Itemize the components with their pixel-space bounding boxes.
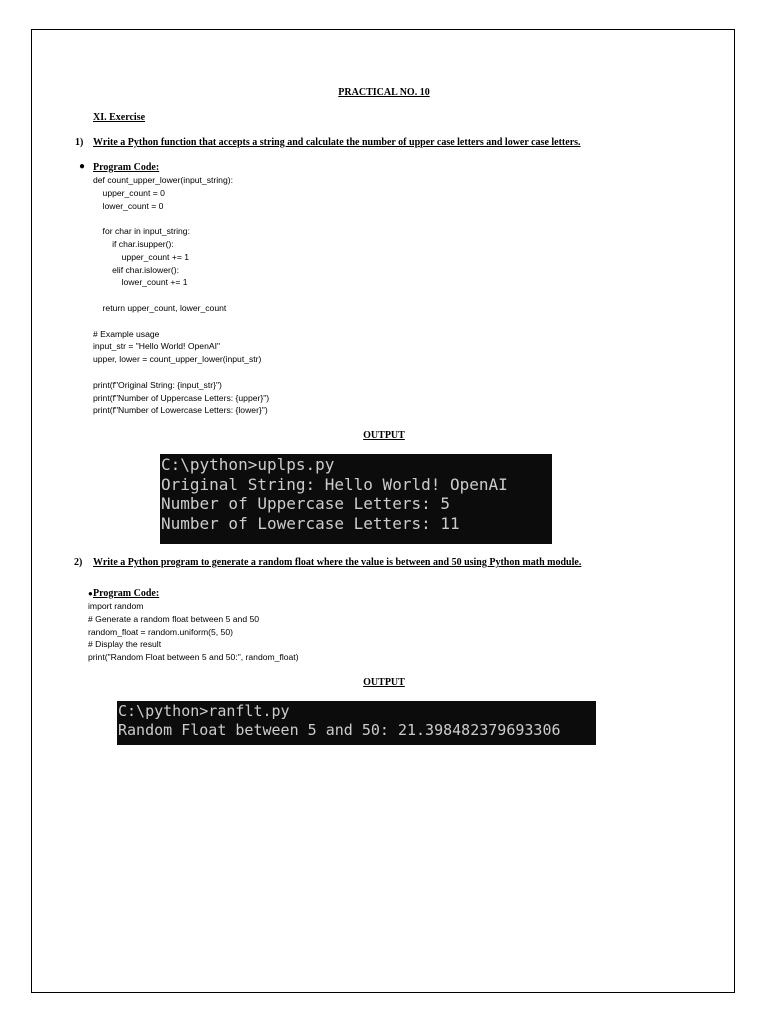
program-code-1: def count_upper_lower(input_string): upper_count = 0 lower_count = 0 for char in input_string: if char.isupper(): upper_count += 1 elif char.islower(): lower_count += 1 return upper_count, lower_count # Example usage input_str = "Hello World! OpenAI" upper, lower = count_upper_lower(input_str) print(f"Original String: {input_str}") print(f"Number of Uppercase Letters: {upper}") print(f"Number of Lowercase Letters: {lower}") bbox=[93, 175, 270, 416]
document-title: PRACTICAL NO. 10 bbox=[338, 87, 430, 98]
program-code-label-2: Program Code: bbox=[93, 588, 160, 599]
exercise-heading: XI. Exercise bbox=[93, 112, 146, 123]
question-2-text: Write a Python program to generate a random float where the value is between and 50 using Python math module. bbox=[93, 557, 582, 568]
output-label-1: OUTPUT bbox=[363, 430, 405, 441]
question-1-text: Write a Python function that accepts a string and calculate the number of upper case letters and lower case letters. bbox=[93, 137, 581, 148]
bullet-icon: ● bbox=[79, 161, 86, 172]
terminal-output-1: C:\python>uplps.py Original String: Hello World! OpenAI Number of Uppercase Letters: 5 Number of Lowercase Letters: 11 bbox=[160, 454, 552, 544]
program-code-2: import random # Generate a random float between 5 and 50 random_float = random.uniform(5, 50) # Display the result print("Random Float between 5 and 50:", random_float) bbox=[88, 601, 299, 663]
output-label-2: OUTPUT bbox=[363, 677, 405, 688]
question-2-number: 2) bbox=[74, 557, 83, 568]
program-code-label-1: Program Code: bbox=[93, 162, 160, 173]
terminal-output-2: C:\python>ranflt.py Random Float between 5 and 50: 21.398482379693306 bbox=[117, 701, 596, 745]
question-1-number: 1) bbox=[75, 137, 84, 148]
bullet-icon: ● bbox=[88, 589, 93, 598]
